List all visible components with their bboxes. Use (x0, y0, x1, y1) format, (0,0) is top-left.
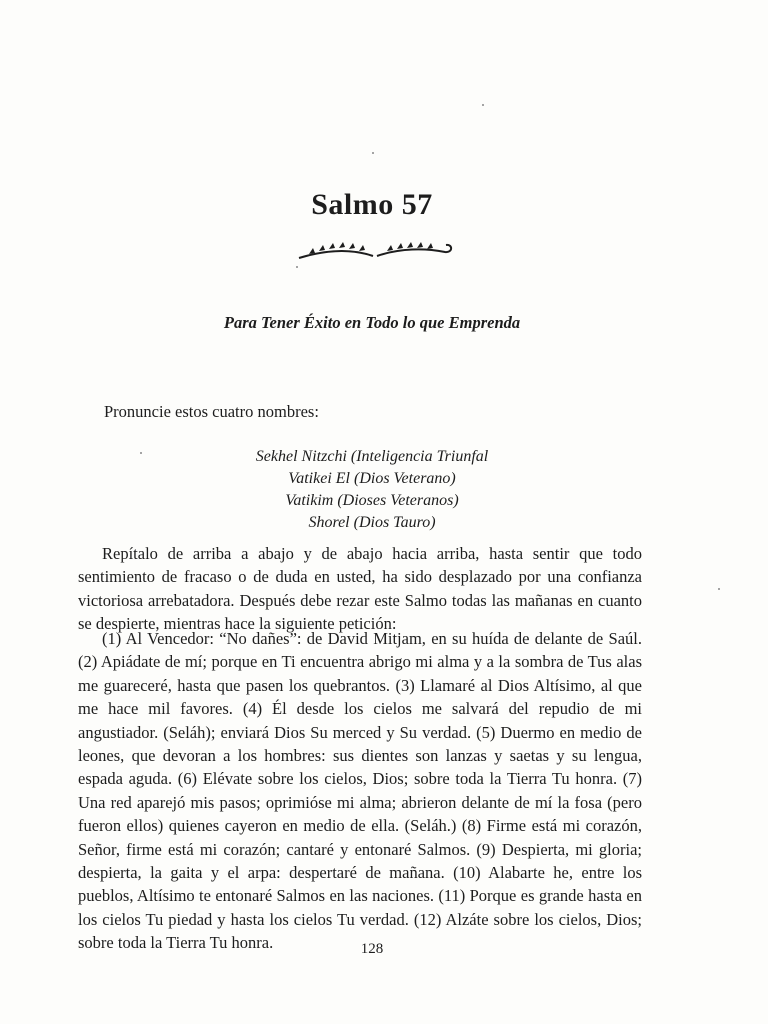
section-subtitle: Para Tener Éxito en Todo lo que Emprenda (223, 313, 521, 332)
name-line: Vatikim (Dioses Veteranos) (285, 492, 459, 509)
flourish-divider-icon (295, 236, 455, 264)
instruction-paragraph: Repítalo de arriba a abajo y de abajo hacia arriba, hasta sentir que todo sentimiento de fracaso o de duda en usted, ha sido desplazado por una confianza victoriosa arrebatadora. Después debe rezar este Salmo todas las mañanas en cuanto se despierte, mientras hace la siguiente petición: (78, 544, 642, 634)
name-line: Shorel (Dios Tauro) (308, 514, 436, 531)
scan-speck (140, 452, 142, 454)
scan-speck (296, 266, 298, 268)
name-line: Sekhel Nitzchi (Inteligencia Triunfal (255, 448, 489, 465)
intro-text: Pronuncie estos cuatro nombres: (104, 402, 319, 421)
page-number: 128 (360, 941, 384, 957)
psalm-text-paragraph: (1) Al Vencedor: “No dañes”: de David Mitjam, en su huída de delante de Saúl. (2) Apiádate de mí; porque en Ti encuentra abrigo mi alma y a la sombra de Tus alas me guareceré, hasta que pasen los quebrantos. (3) Llamaré al Dios Altísimo, al que me hace mil favores. (4) Él desde los cielos me salvará del repudio de mi angustiador. (Seláh); enviará Dios Su merced y Su verdad. (5) Duermo en medio de leones, que devoran a los hombres: sus dientes son lanzas y saetas y su lengua, espada aguda. (6) Elévate sobre los cielos, Dios; sobre toda la Tierra Tu honra. (7) Una red aparejó mis pasos; oprimióse mi alma; abrieron delante de mí la fosa (pero fueron ellos) quienes cayeron en medio de ella. (Seláh.) (8) Firme está mi corazón, Señor, firme está mi corazón; cantaré y entonaré Salmos. (9) Despierta, mi gloria; despierta, la gaita y el arpa: despertaré de mañana. (10) Alabarte he, entre los pueblos, Altísimo te entonaré Salmos en las naciones. (11) Porque es grande hasta en los cielos Tu piedad y hasta los cielos Tu verdad. (12) Alzáte sobre los cielos, Dios; sobre toda la Tierra Tu honra. (78, 629, 642, 953)
names-list (0, 446, 744, 534)
page-title: Salmo 57 (311, 188, 433, 221)
name-line: Vatikei El (Dios Veterano) (288, 470, 456, 487)
scan-speck (482, 104, 484, 106)
scan-speck (718, 588, 720, 590)
scan-speck (372, 152, 374, 154)
